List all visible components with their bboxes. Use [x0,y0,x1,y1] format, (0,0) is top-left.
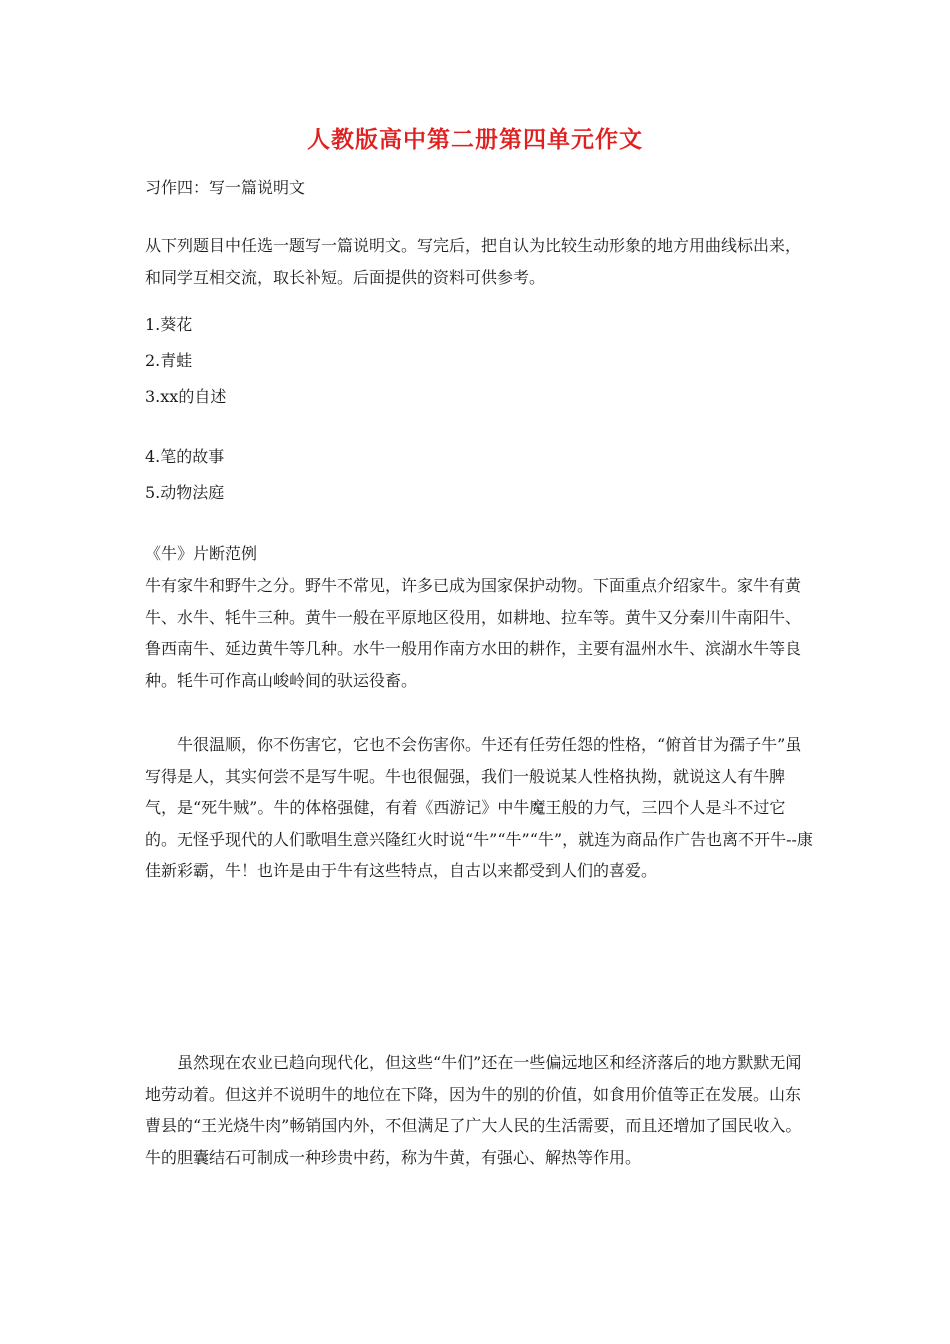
assignment-subtitle: 习作四：写一篇说明文 [145,178,306,197]
intro-paragraph: 从下列题目中任选一题写一篇说明文。写完后，把自认为比较生动形象的地方用曲线标出来，和同学互相交流，取长补短。后面提供的资料可供参考。 [145,236,802,287]
topic-item: 4.笔的故事 [145,447,225,466]
example-heading: 《牛》片断范例 [145,544,258,563]
topic-item: 1.葵花 [145,315,193,334]
topic-item: 5.动物法庭 [145,483,225,502]
topic-item: 3.xx的自述 [145,387,227,406]
example-paragraph-3: 虽然现在农业已趋向现代化，但这些“牛们”还在一些偏远地区和经济落后的地方默默无闻地劳动着。但这并不说明牛的地位在下降，因为牛的别的价值，如食用价值等正在发展。山东曹县的“王光烧牛肉”畅销国内外，不但满足了广大人民的生活需要，而且还增加了国民收入。牛的胆囊结石可制成一种珍贵中药，称为牛黄，有强心、解热等作用。 [145,1053,802,1167]
example-paragraph-1: 牛有家牛和野牛之分。野牛不常见，许多已成为国家保护动物。下面重点介绍家牛。家牛有黄牛、水牛、牦牛三种。黄牛一般在平原地区役用，如耕地、拉车等。黄牛又分秦川牛南阳牛、鲁西南牛、延边黄牛等几种。水牛一般用作南方水田的耕作，主要有温州水牛、滨湖水牛等良种。牦牛可作高山峻岭间的驮运役畜。 [145,576,802,690]
document-title: 人教版高中第二册第四单元作文 [307,126,643,153]
example-paragraph-2: 牛很温顺，你不伤害它，它也不会伤害你。牛还有任劳任怨的性格，“俯首甘为孺子牛”虽写得是人，其实何尝不是写牛呢。牛也很倔强，我们一般说某人性格执拗，就说这人有牛脾气，是“死牛贼”。牛的体格强健，有着《西游记》中牛魔王般的力气，三四个人是斗不过它的。无怪乎现代的人们歌唱生意兴隆红火时说“牛”“牛”“牛”，就连为商品作广告也离不开牛--康佳新彩霸，牛！也许是由于牛有这些特点，自古以来都受到人们的喜爱。 [145,735,813,880]
topic-item: 2.青蛙 [145,351,193,370]
